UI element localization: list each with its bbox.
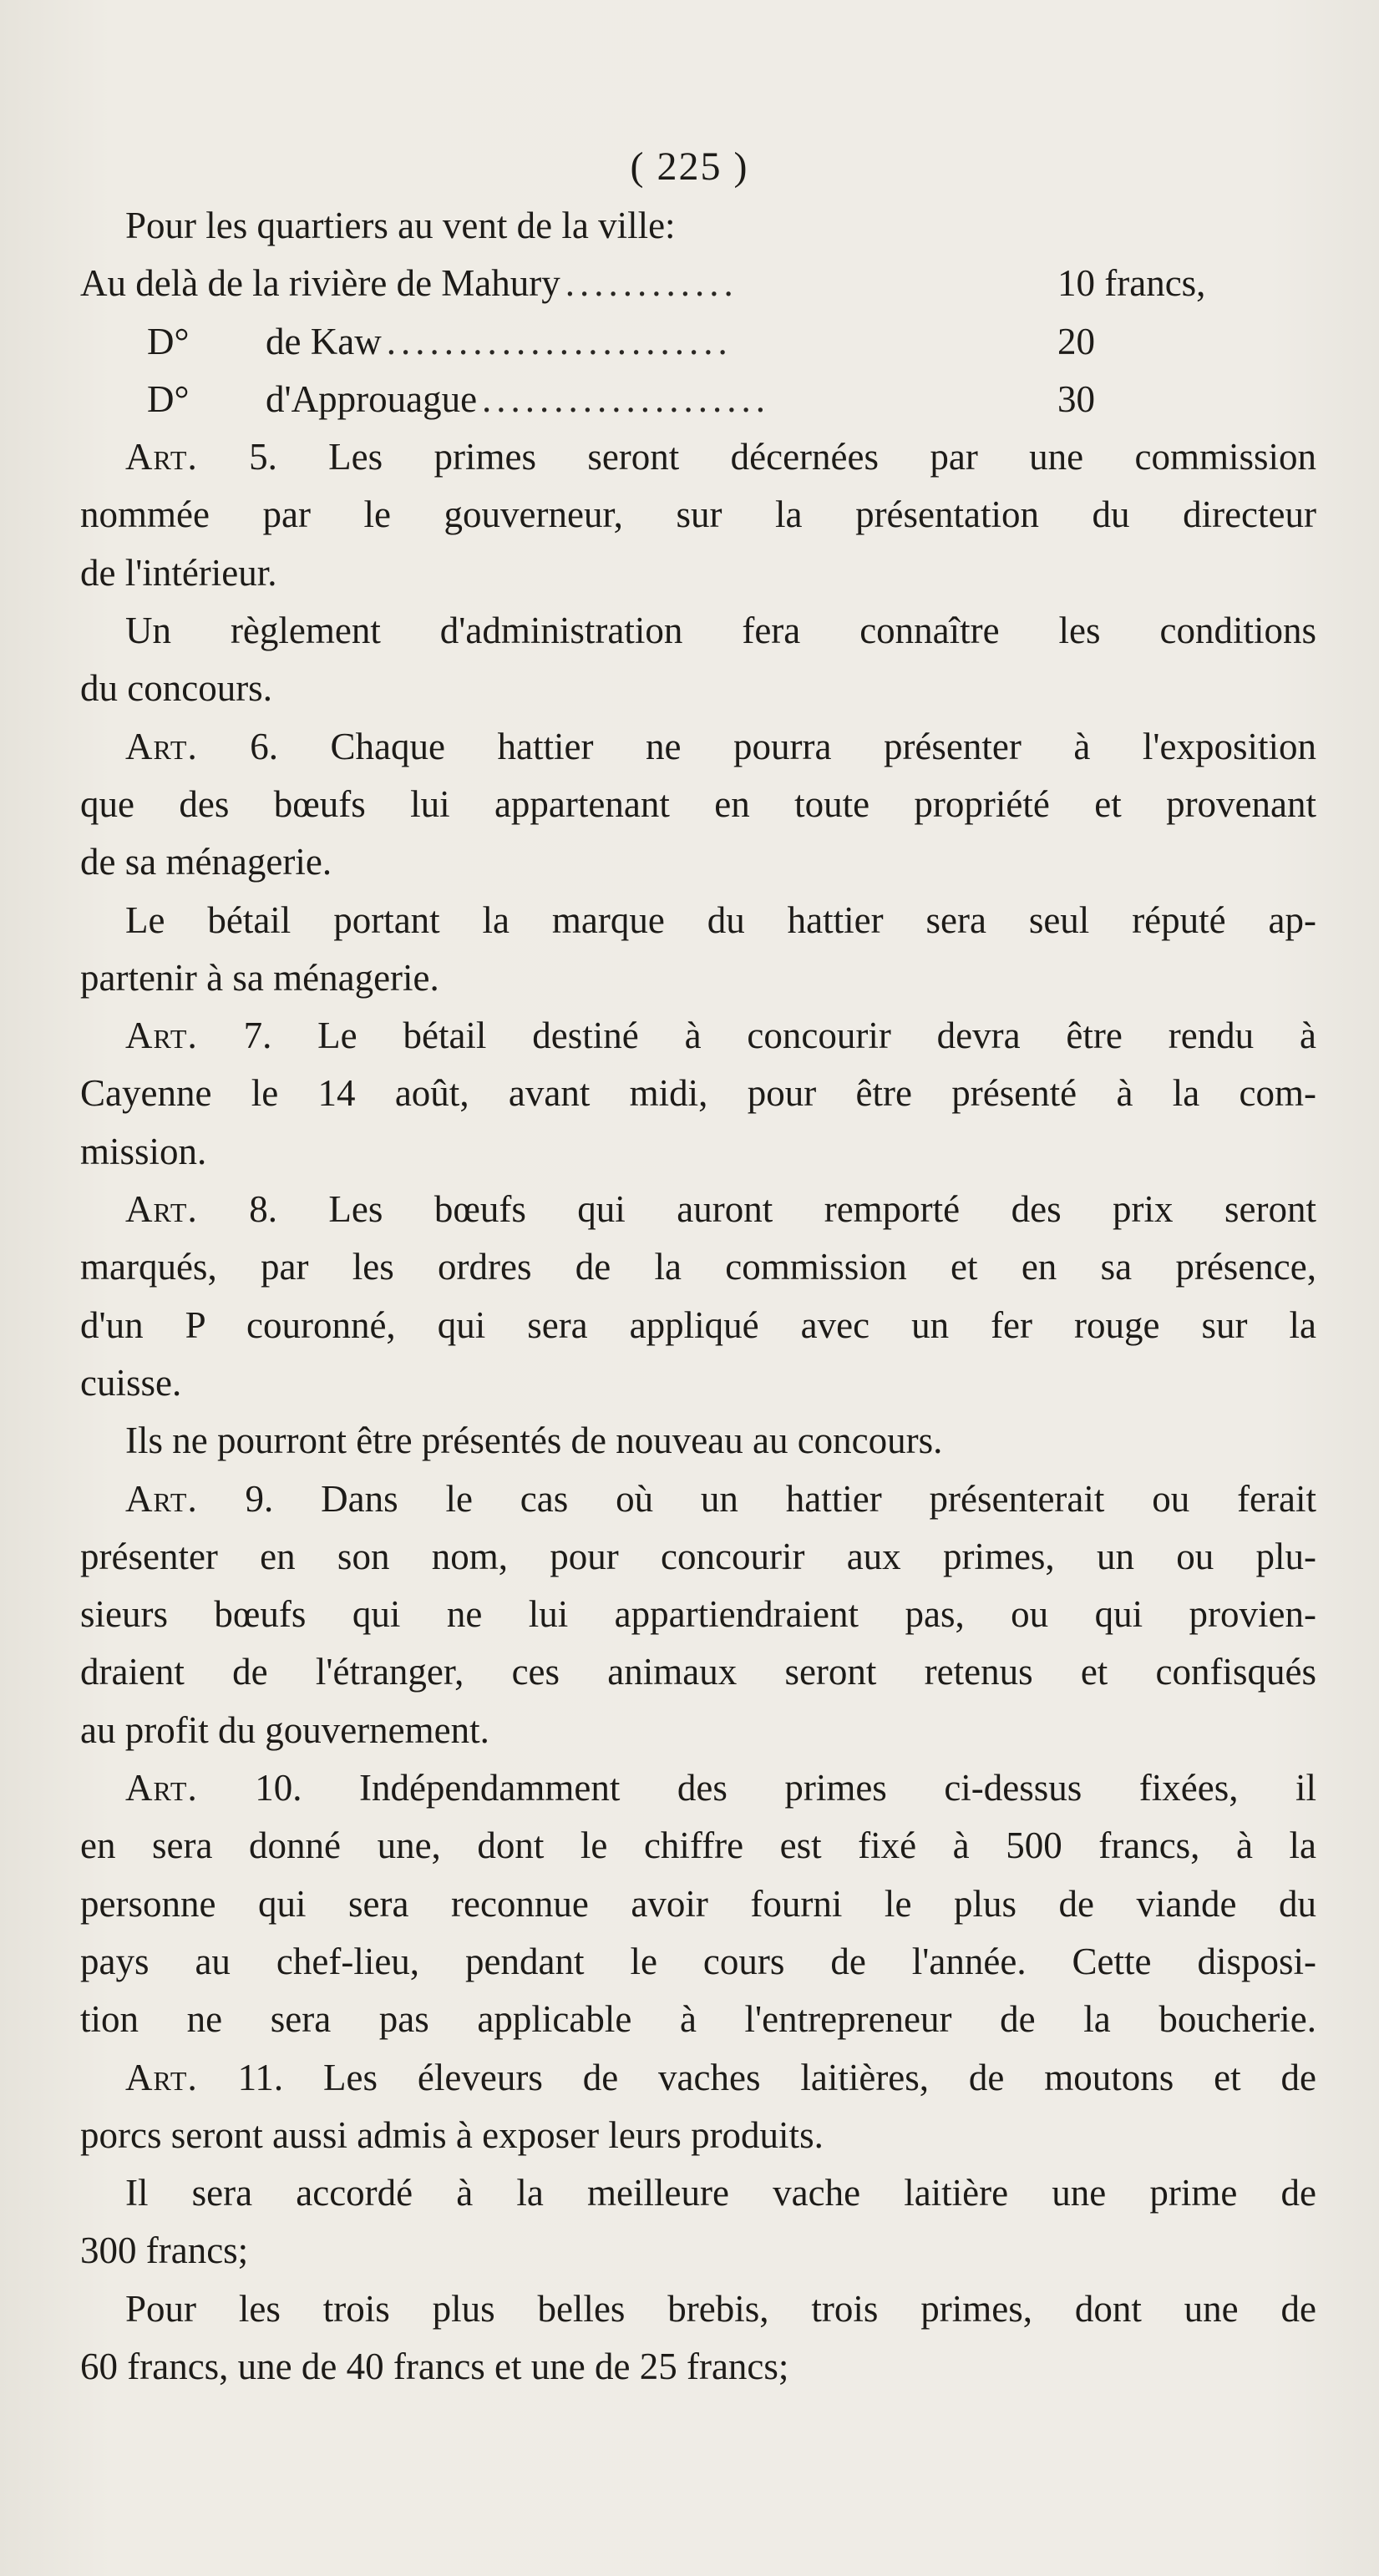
list-item-ditto: D° — [147, 320, 190, 362]
leader-dots: ........................ — [386, 320, 733, 362]
text-line: nommée par le gouverneur, sur la présentation du directeur — [80, 493, 1316, 536]
list-item — [80, 313, 1316, 371]
text-line: Ils ne pourront être présentés de nouveau au concours. — [125, 1420, 943, 1462]
article-label: Art. — [125, 1477, 198, 1520]
intro-line: Pour les quartiers au vent de la ville: — [125, 205, 676, 246]
list-item — [80, 371, 1316, 428]
text-line: personne qui sera reconnue avoir fourni le plus de viande du — [80, 1882, 1316, 1925]
text-line: tion ne sera pas applicable à l'entrepreneur de la boucherie. — [80, 1998, 1316, 2041]
text-line: marqués, par les ordres de la commission et en sa présence, — [80, 1246, 1316, 1288]
article-line: Art. 11. Les éleveurs de vaches laitières, de moutons et de — [125, 2056, 1316, 2098]
text-line: 300 francs; — [80, 2229, 249, 2272]
page-text — [80, 197, 1316, 2396]
text-line: partenir à sa ménagerie. — [80, 956, 439, 999]
list-item-label: de Kaw — [266, 320, 382, 362]
article-label: Art. — [125, 436, 198, 478]
text-line: cuisse. — [80, 1361, 182, 1404]
text-line: porcs seront aussi admis à exposer leurs produits. — [80, 2113, 824, 2156]
article-label: Art. — [125, 2056, 198, 2098]
page-number: ( 225 ) — [630, 144, 749, 189]
text-line: Un règlement d'administration fera connaître les conditions — [125, 610, 1316, 652]
list-item — [80, 255, 1316, 312]
article-label: Art. — [125, 1015, 198, 1057]
list-item-amount: 10 francs, — [1057, 262, 1206, 305]
text-line: du concours. — [80, 667, 272, 710]
text-line: Pour les trois plus belles brebis, trois primes, dont une de — [125, 2287, 1316, 2330]
list-item-label: d'Approuague — [266, 377, 478, 420]
article-label: Art. — [125, 1188, 198, 1231]
text-line: mission. — [80, 1130, 207, 1172]
article-line: Art. 10. Indépendamment des primes ci-dessus fixées, il — [125, 1767, 1316, 1809]
text-line: de sa ménagerie. — [80, 841, 332, 883]
list-item-ditto: D° — [147, 377, 190, 420]
text-line: Cayenne le 14 août, avant midi, pour être présenté à la com- — [80, 1072, 1316, 1115]
text-line: pays au chef-lieu, pendant le cours de l'année. Cette disposi- — [80, 1940, 1316, 1982]
text-line: sieurs bœufs qui ne lui appartiendraient pas, ou qui provien- — [80, 1593, 1316, 1636]
list-item-label: Au delà de la rivière de Mahury — [80, 262, 560, 305]
text-line: au profit du gouvernement. — [80, 1708, 489, 1751]
article-line: Art. 8. Les bœufs qui auront remporté des prix seront — [125, 1188, 1316, 1231]
article-line: Art. 7. Le bétail destiné à concourir devra être rendu à — [125, 1015, 1316, 1057]
text-line: draient de l'étranger, ces animaux seront retenus et confisqués — [80, 1651, 1316, 1693]
text-line: de l'intérieur. — [80, 551, 277, 594]
article-line: Art. 9. Dans le cas où un hattier présenterait ou ferait — [125, 1477, 1316, 1520]
text-line: 60 francs, une de 40 francs et une de 25 francs; — [80, 2345, 789, 2387]
leader-dots: ............ — [565, 262, 738, 305]
article-line: Art. 6. Chaque hattier ne pourra présenter à l'exposition — [125, 725, 1316, 767]
text-line: que des bœufs lui appartenant en toute propriété et provenant — [80, 782, 1316, 825]
list-item-amount: 20 — [1057, 320, 1095, 362]
text-line: Le bétail portant la marque du hattier sera seul réputé ap- — [125, 898, 1316, 941]
leader-dots: .................... — [482, 377, 771, 420]
article-line: Art. 5. Les primes seront décernées par une commission — [125, 436, 1316, 478]
text-line: Il sera accordé à la meilleure vache laitière une prime de — [125, 2172, 1316, 2214]
article-label: Art. — [125, 725, 198, 767]
text-line: présenter en son nom, pour concourir aux primes, un ou plu- — [80, 1535, 1316, 1577]
text-line: en sera donné une, dont le chiffre est fixé à 500 francs, à la — [80, 1824, 1316, 1867]
list-item-amount: 30 — [1057, 377, 1095, 420]
article-label: Art. — [125, 1767, 198, 1809]
text-line: d'un P couronné, qui sera appliqué avec un fer rouge sur la — [80, 1303, 1316, 1346]
